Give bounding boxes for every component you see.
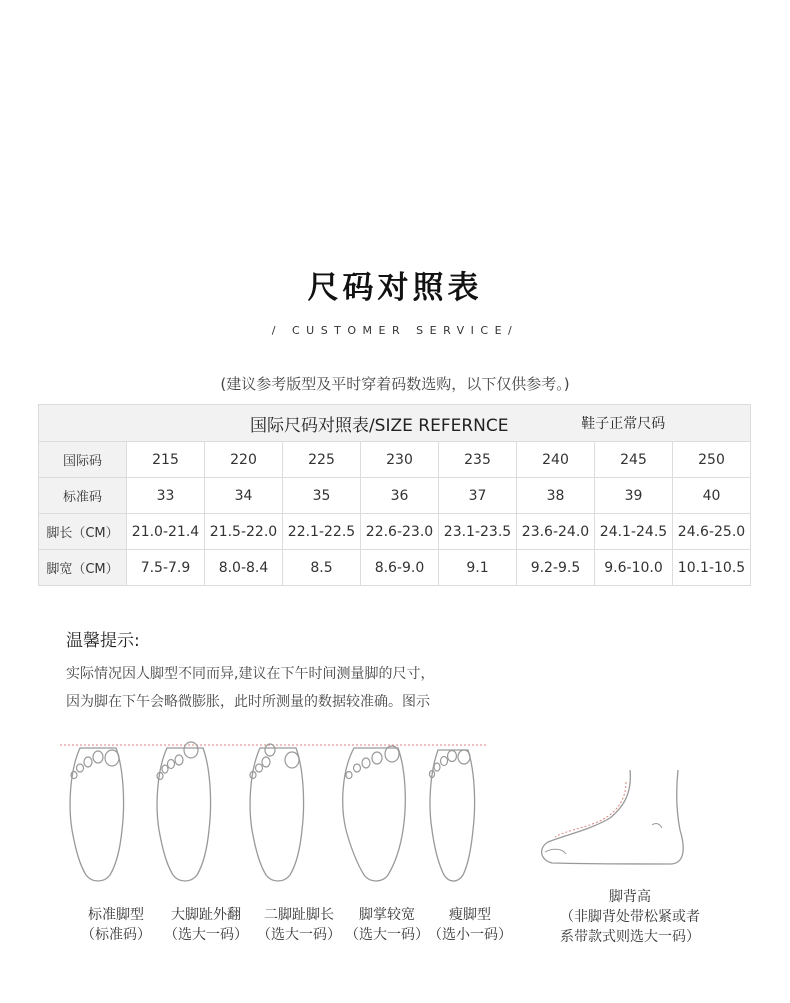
high-instep-foot-icon — [542, 770, 684, 864]
table-cell: 245 — [595, 442, 673, 478]
long-second-toe-advice: （选大一码） — [257, 927, 341, 943]
table-cell: 39 — [595, 478, 673, 514]
high-instep-caption — [545, 887, 715, 947]
table-cell: 22.6-23.0 — [361, 514, 439, 550]
size-table — [38, 404, 751, 586]
table-cell: 24.6-25.0 — [673, 514, 751, 550]
slim-foot-caption — [426, 905, 514, 945]
table-row — [39, 478, 751, 514]
table-cell: 9.1 — [439, 550, 517, 586]
table-cell: 240 — [517, 442, 595, 478]
slim-foot-icon — [430, 750, 475, 881]
row-label-foot-width: 脚宽（CM） — [39, 550, 127, 586]
table-row — [39, 550, 751, 586]
row-label-foot-length: 脚长（CM） — [39, 514, 127, 550]
table-cell: 35 — [283, 478, 361, 514]
page-title: 尺码对照表 — [307, 270, 483, 306]
wide-forefoot-advice: （选大一码） — [345, 927, 429, 943]
table-cell: 235 — [439, 442, 517, 478]
slim-foot-name: 瘦脚型 — [449, 907, 491, 923]
table-cell: 220 — [205, 442, 283, 478]
long-second-toe-foot-icon — [250, 744, 304, 881]
row-label-intl: 国际码 — [39, 442, 127, 478]
wide-forefoot-caption — [344, 905, 430, 945]
table-row — [39, 442, 751, 478]
bunion-foot-name: 大脚趾外翻 — [171, 907, 241, 923]
table-side-header-text: 鞋子正常尺码 — [581, 416, 666, 432]
bunion-foot-icon — [157, 742, 211, 881]
table-cell: 8.0-8.4 — [205, 550, 283, 586]
row-label-standard: 标准码 — [39, 478, 127, 514]
reference-note: (建议参考版型及平时穿着码数选购，以下仅供参考。) — [220, 375, 570, 393]
high-instep-advice-1: （非脚背处带松紧或者 — [560, 909, 700, 925]
table-cell: 10.1-10.5 — [673, 550, 751, 586]
table-cell: 250 — [673, 442, 751, 478]
table-cell: 24.1-24.5 — [595, 514, 673, 550]
table-side-header — [517, 405, 751, 442]
table-row — [39, 514, 751, 550]
table-cell: 8.5 — [283, 550, 361, 586]
foot-shapes-illustration — [0, 730, 790, 900]
table-cell: 9.6-10.0 — [595, 550, 673, 586]
standard-foot-advice: （标准码） — [81, 927, 151, 943]
standard-foot-name: 标准脚型 — [88, 907, 144, 923]
table-cell: 225 — [283, 442, 361, 478]
table-cell: 38 — [517, 478, 595, 514]
table-cell: 9.2-9.5 — [517, 550, 595, 586]
table-cell: 8.6-9.0 — [361, 550, 439, 586]
high-instep-name: 脚背高 — [609, 889, 651, 905]
table-main-header — [39, 405, 517, 442]
table-cell: 7.5-7.9 — [127, 550, 205, 586]
table-header-row — [39, 405, 751, 442]
bunion-foot-advice: （选大一码） — [164, 927, 248, 943]
tips-title: 温馨提示: — [66, 631, 140, 651]
tips-line-2: 因为脚在下午会略微膨胀，此时所测量的数据较准确。图示 — [66, 694, 430, 710]
table-cell: 40 — [673, 478, 751, 514]
table-cell: 22.1-22.5 — [283, 514, 361, 550]
table-cell: 21.5-22.0 — [205, 514, 283, 550]
high-instep-advice-2: 系带款式则选大一码） — [560, 929, 700, 945]
long-second-toe-name: 二脚趾脚长 — [264, 907, 334, 923]
standard-foot-caption — [72, 905, 160, 945]
wide-forefoot-name: 脚掌较宽 — [359, 907, 415, 923]
table-cell: 23.6-24.0 — [517, 514, 595, 550]
table-cell: 34 — [205, 478, 283, 514]
table-main-header-text: 国际尺码对照表/SIZE REFERNCE — [249, 415, 509, 436]
table-cell: 33 — [127, 478, 205, 514]
table-cell: 23.1-23.5 — [439, 514, 517, 550]
page-subtitle: / CUSTOMER SERVICE/ — [271, 324, 519, 337]
table-cell: 21.0-21.4 — [127, 514, 205, 550]
bunion-foot-caption — [160, 905, 252, 945]
table-cell: 37 — [439, 478, 517, 514]
tips-line-1: 实际情况因人脚型不同而异,建议在下午时间测量脚的尺寸， — [66, 666, 435, 682]
slim-foot-advice: （选小一码） — [428, 927, 512, 943]
table-cell: 230 — [361, 442, 439, 478]
standard-foot-icon — [70, 748, 123, 881]
table-cell: 36 — [361, 478, 439, 514]
long-second-toe-caption — [253, 905, 345, 945]
wide-forefoot-icon — [343, 746, 406, 881]
table-cell: 215 — [127, 442, 205, 478]
